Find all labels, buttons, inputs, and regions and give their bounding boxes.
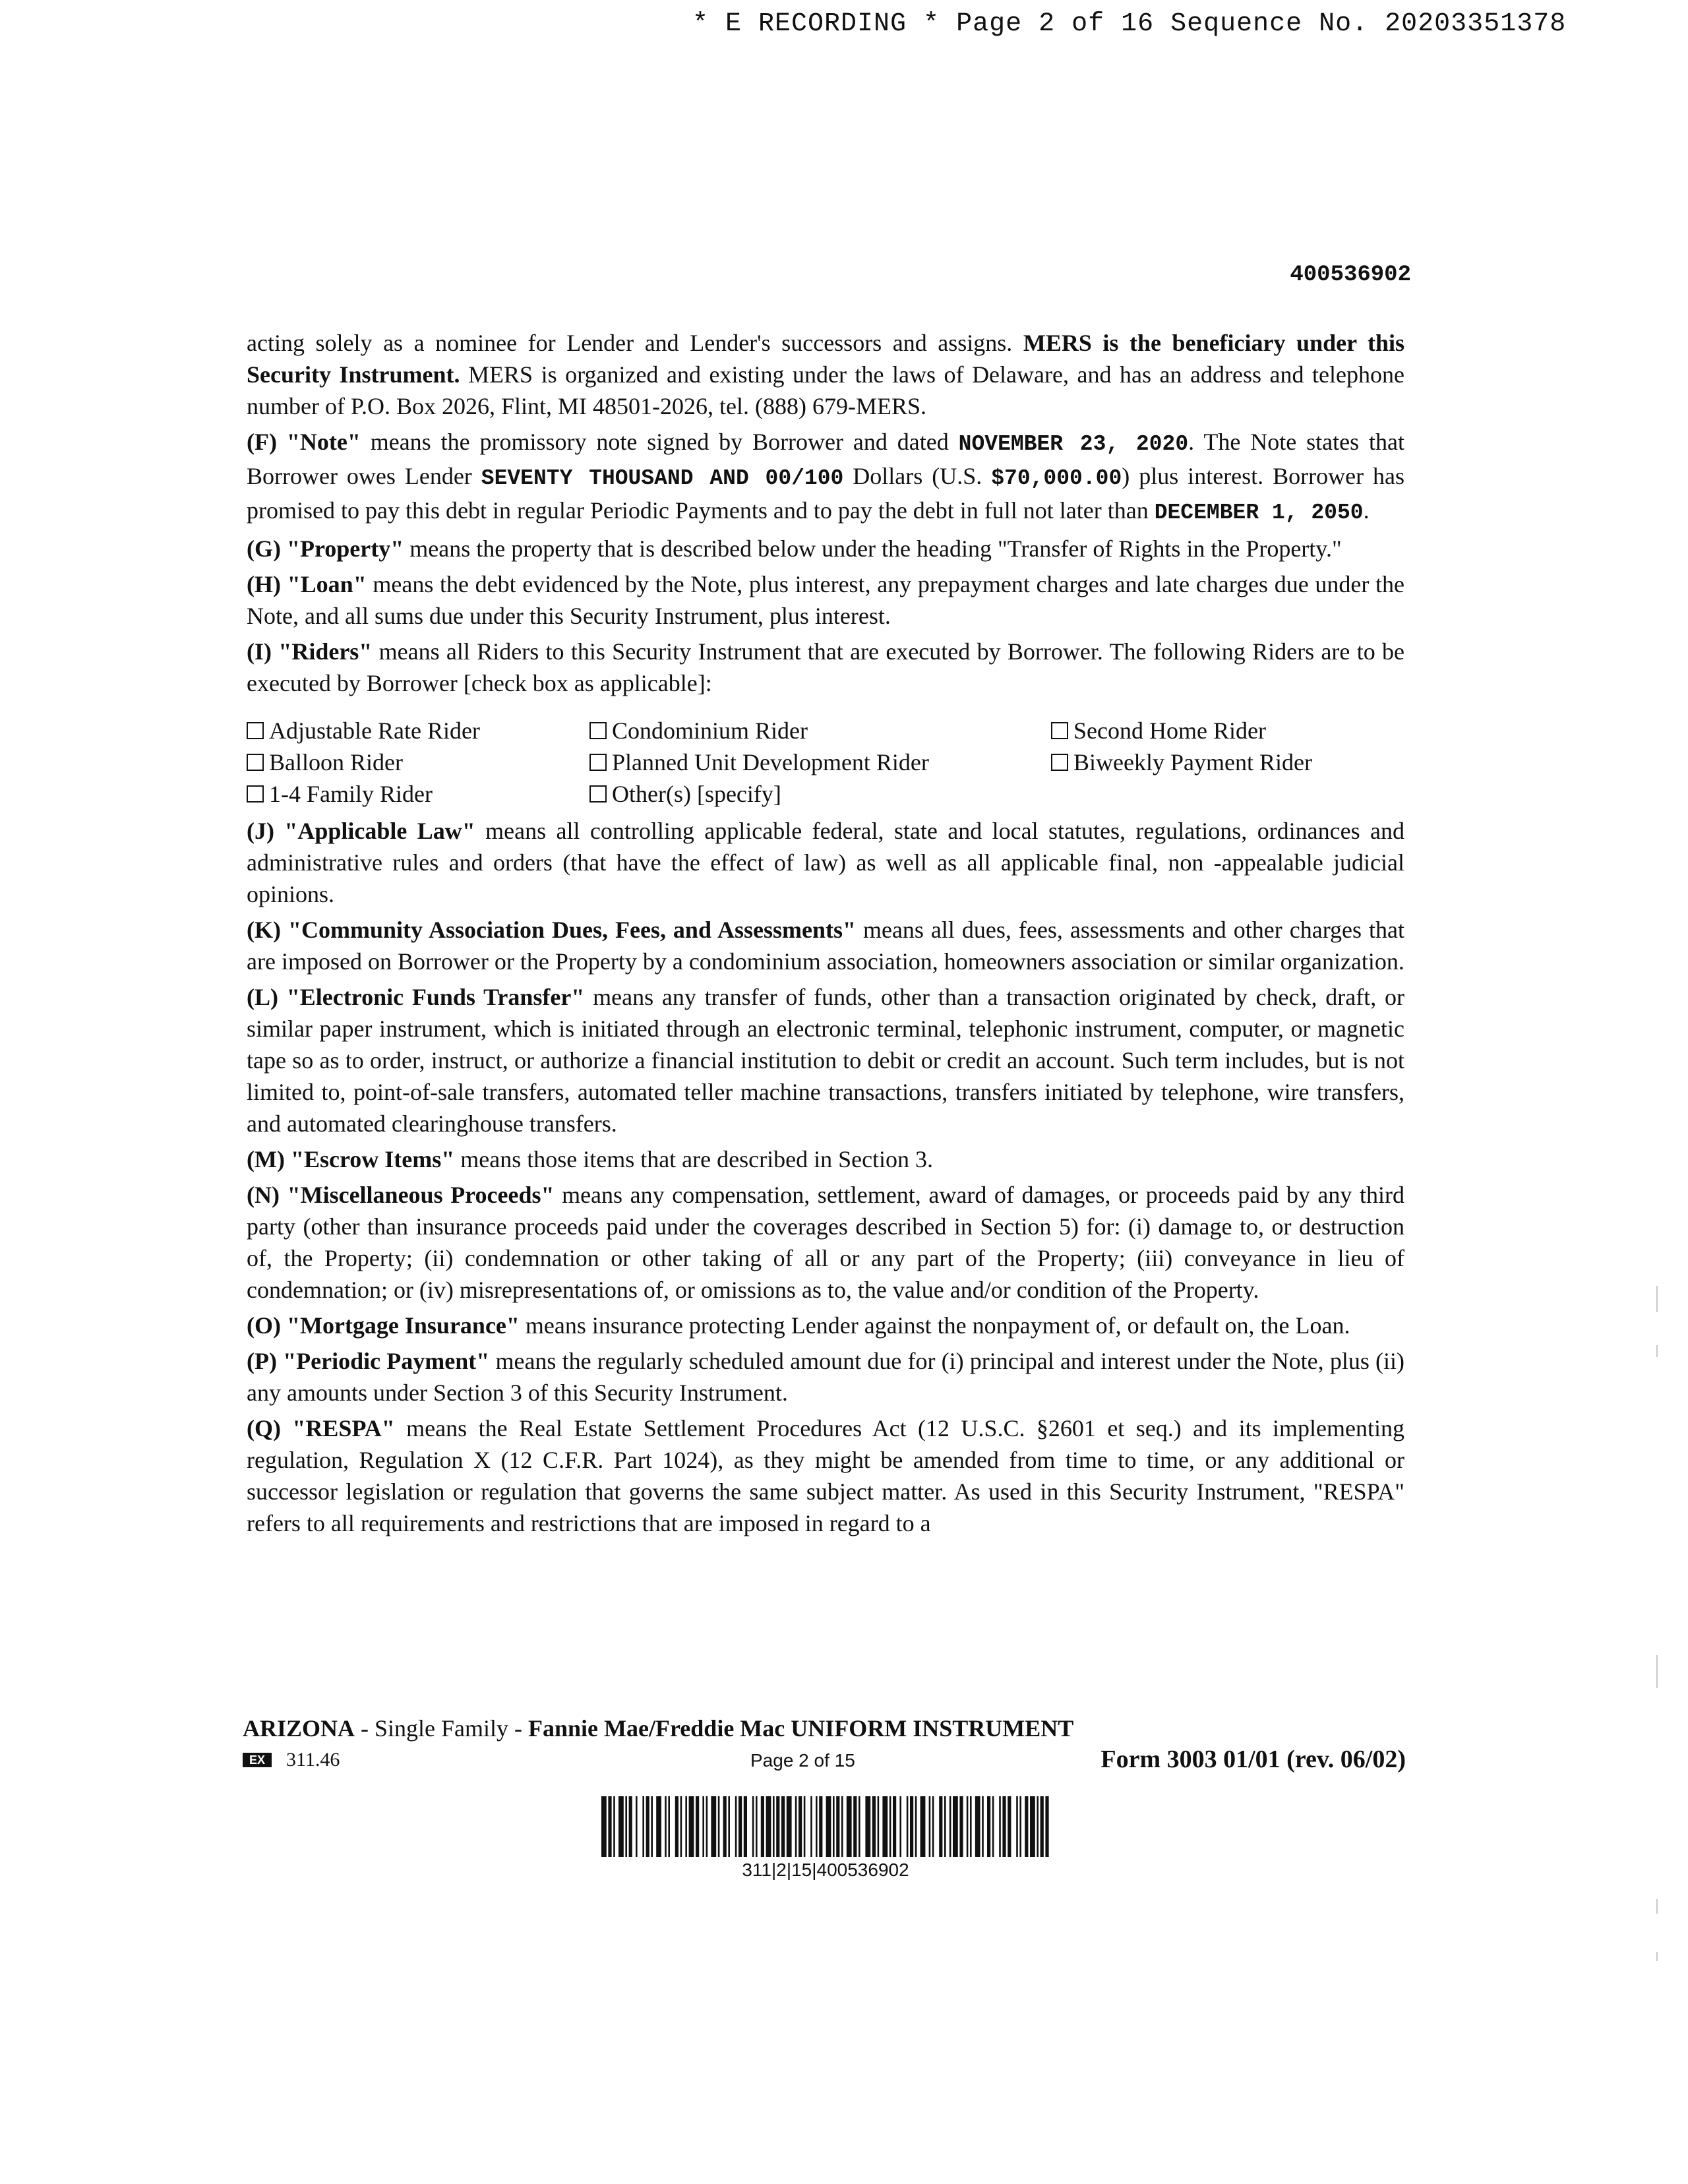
barcode-bar bbox=[756, 1796, 758, 1857]
checkbox-icon[interactable] bbox=[589, 785, 607, 803]
barcode-bar bbox=[836, 1796, 839, 1857]
barcode-bar bbox=[723, 1796, 727, 1857]
barcode-bar bbox=[865, 1796, 870, 1857]
barcode-bar bbox=[899, 1796, 901, 1857]
barcode-bar bbox=[744, 1796, 747, 1857]
defined-term: "Note" bbox=[286, 429, 361, 455]
barcode-bar bbox=[810, 1796, 812, 1857]
barcode-bar bbox=[939, 1796, 942, 1857]
barcode-bar bbox=[816, 1796, 818, 1857]
mortgage-insurance-definition: (O) "Mortgage Insurance" means insurance protecting Lender against the nonpayment of, or default on, the Loan. bbox=[247, 1312, 1350, 1339]
barcode-bar bbox=[859, 1796, 860, 1857]
rider-option[interactable]: Balloon Rider bbox=[247, 746, 589, 778]
defined-term: "Riders" bbox=[278, 638, 373, 665]
barcode-bar bbox=[910, 1796, 913, 1857]
rider-option[interactable]: Condominium Rider bbox=[589, 715, 1051, 746]
barcode-bar bbox=[696, 1796, 699, 1857]
barcode-bar bbox=[970, 1796, 972, 1857]
mers-beneficiary-statement: MERS is the beneficiary under this Security Instrument. bbox=[247, 330, 1405, 388]
checkbox-icon[interactable] bbox=[589, 722, 607, 739]
defined-term: "RESPA" bbox=[292, 1415, 395, 1441]
barcode-bar bbox=[920, 1796, 926, 1857]
barcode-bar bbox=[959, 1796, 963, 1857]
barcode-bar bbox=[853, 1796, 857, 1857]
document-body bbox=[247, 327, 1404, 1543]
barcode-bar bbox=[833, 1796, 835, 1857]
barcode-bar bbox=[665, 1796, 667, 1857]
note-date: NOVEMBER 23, 2020 bbox=[958, 432, 1189, 456]
riders-checklist bbox=[247, 715, 1404, 810]
defined-term: "Loan" bbox=[287, 571, 367, 597]
barcode-bar bbox=[795, 1796, 797, 1857]
barcode-bar bbox=[889, 1796, 891, 1857]
form-code: EX 311.46 bbox=[243, 1749, 340, 1771]
barcode-bar bbox=[702, 1796, 704, 1857]
barcode-bar bbox=[787, 1796, 792, 1857]
maturity-date: DECEMBER 1, 2050 bbox=[1154, 501, 1364, 525]
form-logo-icon: EX bbox=[243, 1753, 272, 1767]
barcode-bar bbox=[882, 1796, 888, 1857]
scan-edge-mark bbox=[1656, 1952, 1658, 1961]
barcode-bar bbox=[625, 1796, 627, 1857]
barcode-bar bbox=[656, 1796, 661, 1857]
recording-header: * E RECORDING * Page 2 of 16 Sequence No. 20203351378 bbox=[692, 9, 1567, 39]
defined-term: "Periodic Payment" bbox=[283, 1348, 490, 1374]
barcode-bar bbox=[1019, 1796, 1021, 1857]
barcode-bar bbox=[642, 1796, 644, 1857]
barcode-bar bbox=[651, 1796, 653, 1857]
barcode-bar bbox=[1002, 1796, 1006, 1857]
rider-option[interactable]: Planned Unit Development Rider bbox=[589, 746, 1051, 778]
barcode-bar bbox=[841, 1796, 843, 1857]
loan-number: 400536902 bbox=[1290, 262, 1411, 288]
periodic-payment-definition: (P) "Periodic Payment" means the regularly scheduled amount due for (i) principal and interest under the Note, plus (ii) any amounts under Section 3 of this Security Instrument. bbox=[247, 1348, 1405, 1406]
barcode-bar bbox=[950, 1796, 951, 1857]
defined-term: "Community Association Dues, Fees, and Assessments" bbox=[287, 917, 856, 943]
community-dues-definition: (K) "Community Association Dues, Fees, and Assessments" means all dues, fees, assessments and other charges that are imposed on Borrower or the Property by a condominium association, homeowners association or similar organization. bbox=[247, 917, 1405, 975]
barcode-bar bbox=[847, 1796, 852, 1857]
checkbox-icon[interactable] bbox=[247, 754, 264, 771]
barcode-bar bbox=[618, 1796, 624, 1857]
barcode-bar bbox=[967, 1796, 969, 1857]
eft-definition: (L) "Electronic Funds Transfer" means any transfer of funds, other than a transaction originated by check, draft, or similar paper instrument, which is initiated through an electronic terminal, telephonic instrument, computer, or magnetic tape so as to order, instruct, or authorize a financial institution to debit or credit an account. Such term includes, but is not limited to, point-of-sale transfers, automated teller machine transactions, transfers initiated by telephone, wire transfers, and automated clearinghouse transfers. bbox=[247, 984, 1404, 1137]
rider-option[interactable]: Adjustable Rate Rider bbox=[247, 715, 589, 746]
defined-term: "Mortgage Insurance" bbox=[286, 1312, 520, 1339]
rider-option[interactable]: 1-4 Family Rider bbox=[247, 778, 589, 810]
checkbox-icon[interactable] bbox=[589, 754, 607, 771]
barcode-bar bbox=[608, 1796, 611, 1857]
barcode-bar bbox=[601, 1796, 607, 1857]
barcode-bar bbox=[776, 1796, 779, 1857]
rider-option[interactable]: Other(s) [specify] bbox=[589, 778, 1051, 810]
barcode-bar bbox=[999, 1796, 1001, 1857]
barcode-bar bbox=[1025, 1796, 1028, 1857]
barcode-bar bbox=[953, 1796, 958, 1857]
rider-option[interactable]: Biweekly Payment Rider bbox=[1051, 746, 1404, 778]
barcode bbox=[601, 1796, 1050, 1881]
checkbox-icon[interactable] bbox=[1051, 754, 1068, 771]
barcode-icon bbox=[601, 1796, 1050, 1857]
barcode-bar bbox=[878, 1796, 880, 1857]
barcode-bar bbox=[738, 1796, 742, 1857]
scan-edge-mark bbox=[1656, 1899, 1658, 1914]
barcode-bar bbox=[799, 1796, 802, 1857]
scan-edge-mark bbox=[1656, 1655, 1658, 1688]
checkbox-icon[interactable] bbox=[247, 722, 264, 739]
barcode-bar bbox=[735, 1796, 737, 1857]
page-number: Page 2 of 15 bbox=[750, 1750, 855, 1771]
barcode-bar bbox=[718, 1796, 720, 1857]
barcode-bar bbox=[893, 1796, 896, 1857]
barcode-bar bbox=[636, 1796, 638, 1857]
rider-option[interactable]: Second Home Rider bbox=[1051, 715, 1404, 746]
barcode-text: 311|2|15|400536902 bbox=[742, 1860, 909, 1880]
barcode-bar bbox=[1016, 1796, 1018, 1857]
barcode-bar bbox=[944, 1796, 946, 1857]
barcode-bar bbox=[711, 1796, 716, 1857]
defined-term: "Applicable Law" bbox=[284, 818, 475, 844]
defined-term: "Miscellaneous Proceeds" bbox=[287, 1182, 555, 1208]
loan-definition: (H) "Loan" means the debt evidenced by the Note, plus interest, any prepayment charges and late charges due under the Note, and all sums due under this Security Instrument, plus interest. bbox=[247, 571, 1405, 629]
riders-definition: (I) "Riders" means all Riders to this Security Instrument that are executed by Borrower. The following Riders are to be executed by Borrower [check box as applicable]: bbox=[247, 638, 1405, 696]
barcode-bar bbox=[907, 1796, 909, 1857]
property-definition: (G) "Property" means the property that is described below under the heading "Transfer of Rights in the Property." bbox=[247, 535, 1342, 562]
barcode-bar bbox=[766, 1796, 771, 1857]
barcode-bar bbox=[680, 1796, 682, 1857]
barcode-bar bbox=[1008, 1796, 1011, 1857]
loan-amount-words: SEVENTY THOUSAND AND 00/100 bbox=[481, 466, 844, 491]
barcode-bar bbox=[706, 1796, 708, 1857]
barcode-bar bbox=[668, 1796, 670, 1857]
defined-term: "Escrow Items" bbox=[290, 1146, 455, 1172]
barcode-bar bbox=[1040, 1796, 1044, 1857]
barcode-bar bbox=[781, 1796, 785, 1857]
barcode-bar bbox=[804, 1796, 806, 1857]
barcode-bar bbox=[932, 1796, 934, 1857]
barcode-bar bbox=[826, 1796, 831, 1857]
applicable-law-definition: (J) "Applicable Law" means all controlling applicable federal, state and local statutes, regulations, ordinances and administrative rules and orders (that have the effect of law) as well as all applicable final, non -appealable judicial opinions. bbox=[247, 818, 1404, 907]
barcode-bar bbox=[975, 1796, 980, 1857]
barcode-bar bbox=[1030, 1796, 1035, 1857]
mers-paragraph: acting solely as a nominee for Lender and Lender's successors and assigns. MERS is the beneficiary under this Security Instrument. MERS is organized and existing under the laws of Delaware, and has an address and telephone number of P.O. Box 2026, Flint, MI 48501-2026, tel. (888) 679-MERS. bbox=[247, 330, 1405, 419]
barcode-bar bbox=[929, 1796, 931, 1857]
checkbox-icon[interactable] bbox=[247, 785, 264, 803]
barcode-bar bbox=[982, 1796, 984, 1857]
form-footer bbox=[243, 1714, 1406, 1779]
barcode-bar bbox=[773, 1796, 775, 1857]
checkbox-icon[interactable] bbox=[1051, 722, 1068, 739]
barcode-bar bbox=[685, 1796, 687, 1857]
barcode-bar bbox=[613, 1796, 615, 1857]
defined-term: "Electronic Funds Transfer" bbox=[286, 984, 585, 1010]
form-title: ARIZONA - Single Family - Fannie Mae/Freddie Mac UNIFORM INSTRUMENT bbox=[243, 1715, 1074, 1742]
barcode-bar bbox=[992, 1796, 994, 1857]
barcode-bar bbox=[1037, 1796, 1039, 1857]
form-number: Form 3003 01/01 (rev. 06/02) bbox=[1100, 1745, 1406, 1773]
barcode-bar bbox=[987, 1796, 990, 1857]
scan-edge-mark bbox=[1656, 1345, 1658, 1357]
barcode-bar bbox=[915, 1796, 917, 1857]
barcode-bar bbox=[629, 1796, 632, 1857]
barcode-bar bbox=[872, 1796, 876, 1857]
barcode-bar bbox=[1045, 1796, 1048, 1857]
defined-term: "Property" bbox=[286, 535, 404, 562]
loan-amount: $70,000.00 bbox=[991, 466, 1122, 491]
barcode-bar bbox=[646, 1796, 649, 1857]
barcode-bar bbox=[728, 1796, 730, 1857]
barcode-bar bbox=[675, 1796, 678, 1857]
scan-edge-mark bbox=[1656, 1286, 1658, 1312]
escrow-items-definition: (M) "Escrow Items" means those items that are described in Section 3. bbox=[247, 1146, 934, 1172]
barcode-bar bbox=[761, 1796, 764, 1857]
respa-definition: (Q) "RESPA" means the Real Estate Settlement Procedures Act (12 U.S.C. §2601 et seq.) and its implementing regulation, Regulation X (12 C.F.R. Part 1024), as they might be amended from time to time, or any additional or successor legislation or regulation that governs the same subject matter. As used in this Security Instrument, "RESPA" refers to all requirements and restrictions that are imposed in regard to a bbox=[247, 1415, 1404, 1536]
note-definition: (F) "Note" means the promissory note signed by Borrower and dated NOVEMBER 23, 2020. The Note states that Borrower owes Lender SEVENTY THOUSAND AND 00/100 Dollars (U.S. $70,000.00) plus interest. Borrower has promised to pay this debt in regular Periodic Payments and to pay the debt in full not later than DECEMBER 1, 2050. bbox=[247, 429, 1405, 525]
barcode-bar bbox=[689, 1796, 694, 1857]
misc-proceeds-definition: (N) "Miscellaneous Proceeds" means any compensation, settlement, award of damages, or proceeds paid by any third party (other than insurance proceeds paid under the coverages described in Section 5) for: (i) damage to, or destruction of, the Property; (ii) condemnation or other taking of all or any part of the Property; (iii) conveyance in lieu of condemnation; or (iv) misrepresentations of, or omissions as to, the value and/or condition of the Property. bbox=[247, 1182, 1405, 1303]
barcode-bar bbox=[752, 1796, 754, 1857]
barcode-bar bbox=[819, 1796, 822, 1857]
